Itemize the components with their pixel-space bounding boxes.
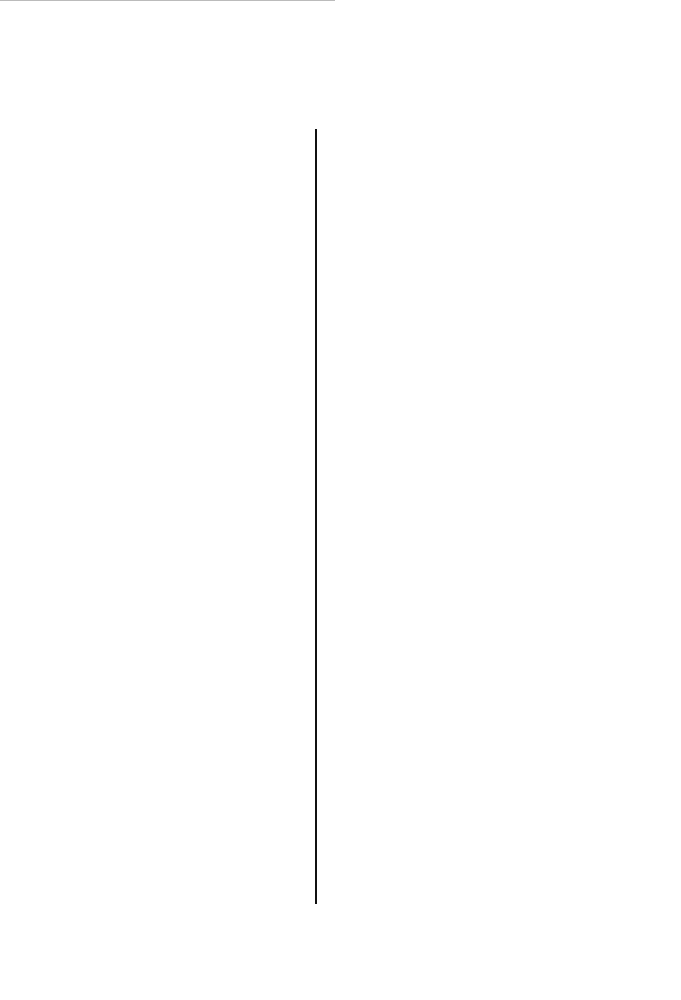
scan-edge-line (0, 0, 335, 1)
column-divider (315, 129, 317, 904)
